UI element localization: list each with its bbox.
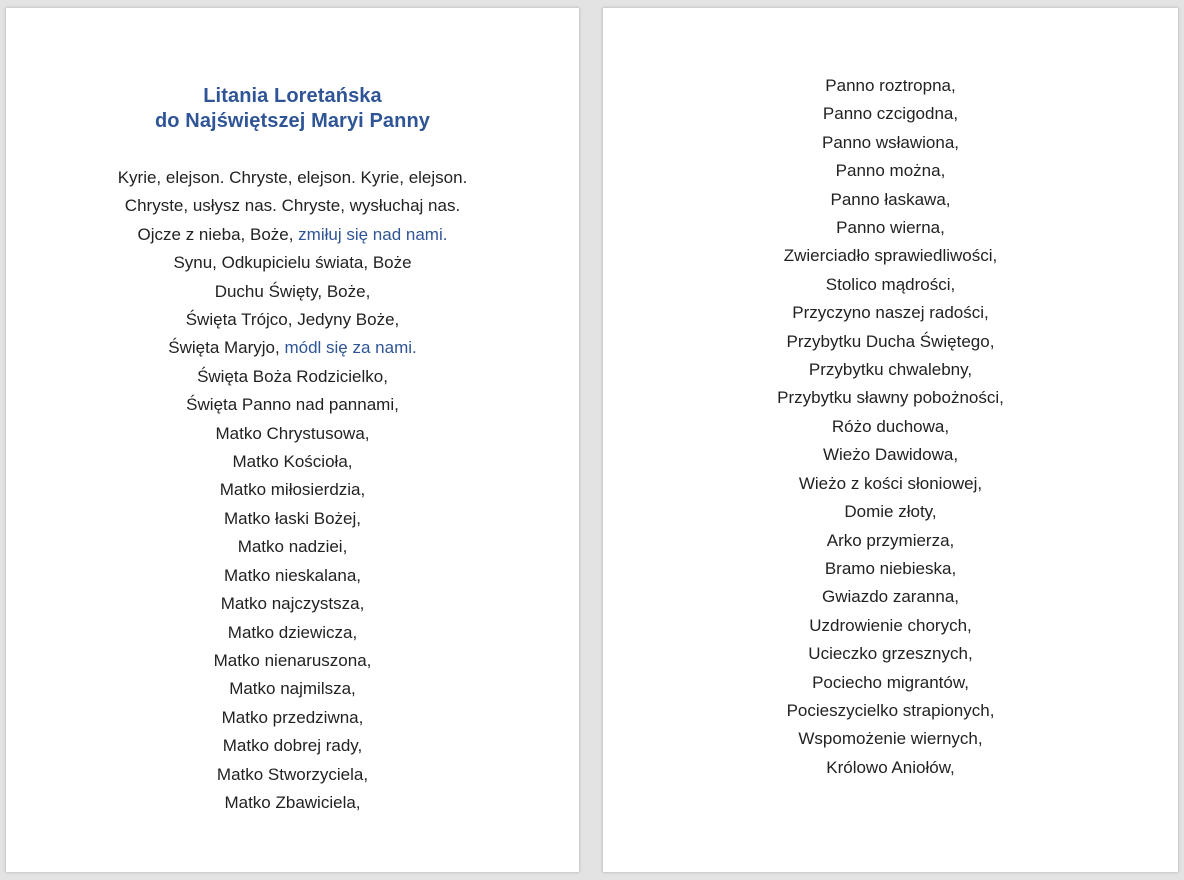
litany-line: Panno czcigodna, [822, 104, 959, 124]
invocation-text: Matko najczystsza, [220, 594, 365, 614]
litany-line: Królowo Aniołów, [826, 757, 955, 777]
litany-line [6, 192, 579, 220]
invocation-text: Matko Stworzyciela, [216, 764, 369, 784]
litany-line [6, 619, 579, 647]
invocation-text: Matko najmilsza, [229, 679, 356, 699]
litany-line: Przybytku Ducha Świętego, [786, 331, 995, 351]
left-litany-lines [6, 164, 579, 817]
litany-line [6, 732, 579, 760]
litany-line [6, 221, 579, 249]
invocation-text: Matko dziewicza, [227, 622, 358, 642]
litany-line [6, 249, 579, 277]
litany-line: Stolico mądrości, [825, 274, 956, 294]
litany-line: Gwiazdo zaranna, [821, 587, 960, 607]
invocation-text: Matko nieskalana, [223, 565, 362, 585]
litany-line: Domie złoty, [844, 502, 937, 522]
litany-line: Zwierciadło sprawiedliwości, [783, 246, 998, 266]
invocation-text: Ojcze z nieba, Boże, [137, 224, 299, 244]
invocation-text: Duchu Święty, Boże, [214, 281, 371, 301]
litany-line: Panno łaskawa, [830, 189, 951, 209]
litany-line [6, 533, 579, 561]
litany-line [6, 647, 579, 675]
invocation-text: Matko przedziwna, [221, 707, 364, 727]
litany-line [6, 278, 579, 306]
litany-line [6, 789, 579, 817]
invocation-text: Matko Kościoła, [232, 452, 353, 472]
litany-line [6, 675, 579, 703]
litany-line [6, 306, 579, 334]
invocation-text: Matko łaski Bożej, [224, 508, 361, 528]
litany-line: Przyczyno naszej radości, [792, 303, 989, 323]
litany-line [6, 505, 579, 533]
litany-line [6, 562, 579, 590]
invocation-text: Matko dobrej rady, [222, 736, 363, 756]
litany-line: Panno można, [835, 161, 946, 181]
litany-line [6, 704, 579, 732]
litany-line [6, 334, 579, 362]
invocation-text: Synu, Odkupicielu świata, Boże [173, 253, 412, 273]
litany-line: Różo duchowa, [831, 416, 950, 436]
right-litany-lines [603, 72, 1178, 782]
litany-line: Uzdrowienie chorych, [809, 615, 972, 635]
invocation-text: Matko miłosierdzia, [219, 480, 366, 500]
litany-line: Pocieszycielko strapionych, [786, 700, 995, 720]
invocation-text: Święta Panno nad pannami, [186, 395, 399, 415]
invocation-text: Matko nadziei, [237, 537, 348, 557]
title-line-2: do Najświętszej Maryi Panny [154, 110, 430, 132]
litany-title [6, 84, 579, 134]
litany-line [6, 363, 579, 391]
left-page [6, 8, 579, 872]
title-line-1: Litania Loretańska [203, 85, 382, 107]
litany-line: Wieżo Dawidowa, [822, 445, 959, 465]
litany-line: Wspomożenie wiernych, [798, 729, 983, 749]
invocation-text: Chryste, usłysz nas. Chryste, wysłuchaj nas. [124, 196, 461, 216]
litany-line: Przybytku sławny pobożności, [777, 388, 1004, 408]
invocation-text: Święta Trójco, Jedyny Boże, [185, 310, 400, 330]
litany-line [6, 164, 579, 192]
litany-line: Ucieczko grzesznych, [808, 644, 973, 664]
invocation-text: Matko nienaruszona, [213, 650, 372, 670]
response-text: zmiłuj się nad nami. [298, 224, 448, 244]
litany-line: Pociecho migrantów, [812, 672, 969, 692]
invocation-text: Matko Chrystusowa, [215, 423, 370, 443]
litany-line [6, 590, 579, 618]
litany-line [6, 420, 579, 448]
litany-line: Panno roztropna, [825, 76, 956, 95]
invocation-text: Święta Maryjo, [168, 338, 285, 358]
litany-line [6, 391, 579, 419]
invocation-text: Kyrie, elejson. Chryste, elejson. Kyrie, elejson. [117, 168, 468, 187]
litany-line: Wieżo z kości słoniowej, [798, 473, 983, 493]
litany-line: Bramo niebieska, [824, 558, 957, 578]
litany-line [6, 476, 579, 504]
invocation-text: Matko Zbawiciela, [224, 792, 361, 812]
litany-line: Arko przymierza, [826, 530, 955, 550]
litany-line [6, 761, 579, 789]
litany-line: Panno wsławiona, [821, 132, 960, 152]
litany-line: Przybytku chwalebny, [808, 360, 973, 380]
response-text: módl się za nami. [284, 338, 417, 358]
right-page [603, 8, 1178, 872]
invocation-text: Święta Boża Rodzicielko, [197, 366, 388, 386]
litany-line [6, 448, 579, 476]
litany-line: Panno wierna, [836, 218, 945, 238]
